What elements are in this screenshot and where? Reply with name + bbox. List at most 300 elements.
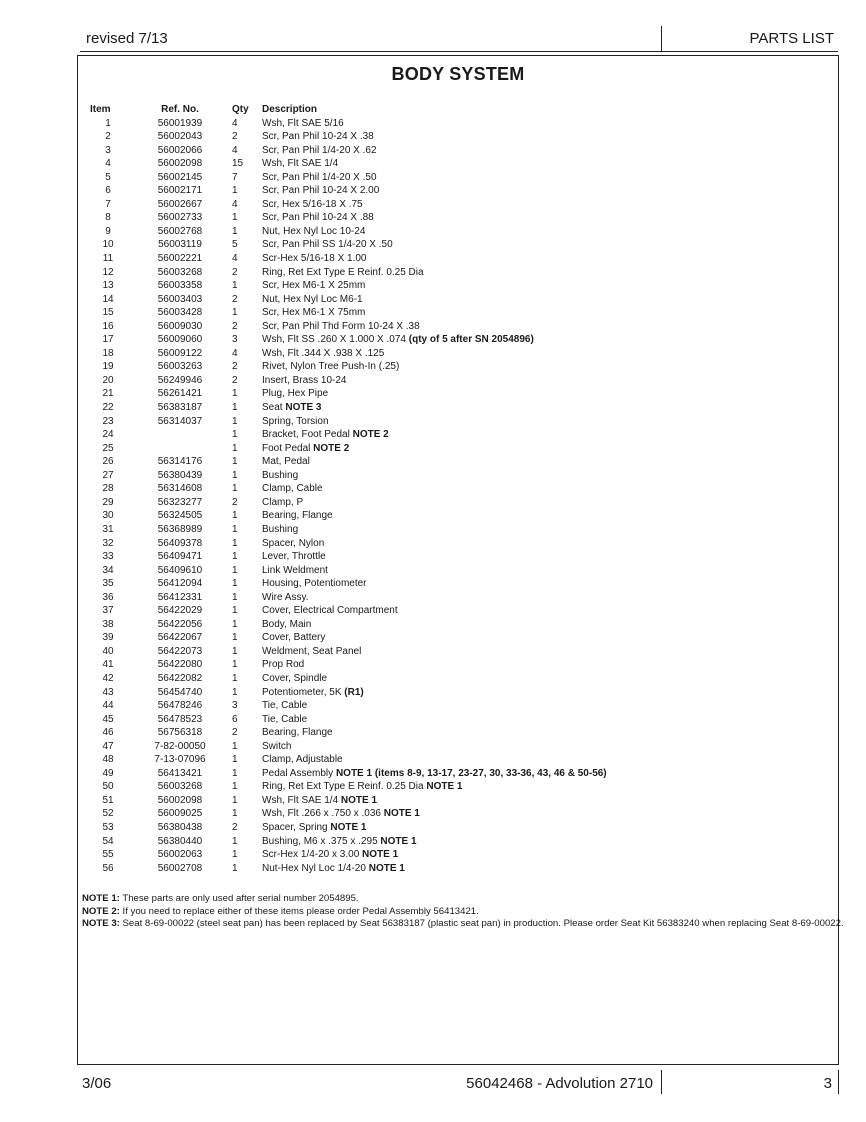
description: [262, 835, 607, 849]
col-desc-header: Description: [262, 104, 318, 115]
note-text: If you need to replace either of these items please order Pedal Assembly 56413421.: [119, 905, 479, 917]
ref-number: 56002733: [157, 212, 203, 224]
item-number: 55: [102, 849, 114, 861]
ref-number: 56249946: [157, 374, 203, 386]
quantity: 1: [232, 510, 238, 522]
quantity: 4: [232, 117, 238, 129]
item-number: 53: [102, 821, 114, 833]
description: [262, 117, 607, 131]
description-text: Plug, Hex Pipe: [262, 388, 329, 400]
footer-doc-title: 56042468 - Advolution 2710: [466, 1075, 653, 1092]
ref-number: 56478523: [157, 713, 203, 725]
table-row: [90, 577, 607, 591]
description: [262, 238, 607, 252]
ref-number: 56323277: [157, 496, 203, 508]
description: [262, 726, 607, 740]
quantity: 1: [232, 307, 238, 319]
quantity: 1: [232, 645, 238, 657]
description: [262, 455, 607, 469]
description-text: Scr, Pan Phil 1/4-20 X .50: [262, 171, 377, 183]
quantity: 7: [232, 171, 238, 183]
table-row: [90, 523, 607, 537]
ref-number: 56002145: [157, 171, 203, 183]
description-text: Body, Main: [262, 618, 312, 630]
ref-number: 56009060: [157, 334, 203, 346]
description-text: Bearing, Flange: [262, 510, 333, 522]
table-row: [90, 347, 607, 361]
item-number: 15: [102, 307, 114, 319]
quantity: 3: [232, 700, 238, 712]
quantity: 1: [232, 564, 238, 576]
ref-number: 56003263: [157, 361, 203, 373]
quantity: 1: [232, 767, 238, 779]
quantity: 1: [232, 808, 238, 820]
description: [262, 374, 607, 388]
ref-number: 56002221: [157, 253, 203, 265]
table-row: [90, 686, 607, 700]
description-text: Foot Pedal: [262, 442, 314, 454]
ref-number: 56002098: [157, 158, 203, 170]
table-row: [90, 780, 607, 794]
description: [262, 509, 607, 523]
item-number: 5: [105, 171, 111, 183]
description: [262, 198, 607, 212]
ref-number: 56422082: [157, 672, 203, 684]
description-text: Cover, Spindle: [262, 672, 328, 684]
item-number: 56: [102, 862, 114, 874]
quantity: 1: [232, 781, 238, 793]
description: [262, 428, 607, 442]
ref-number: 56003428: [157, 307, 203, 319]
ref-number: 56478246: [157, 700, 203, 712]
description: [262, 320, 607, 334]
ref-number: 56314037: [157, 415, 203, 427]
quantity: 4: [232, 253, 238, 265]
quantity: 1: [232, 659, 238, 671]
item-number: 41: [102, 659, 114, 671]
note-label: NOTE 2:: [82, 905, 120, 917]
parts-table: [90, 103, 607, 875]
quantity: 1: [232, 740, 238, 752]
table-row: [90, 387, 607, 401]
ref-number: 56003358: [157, 280, 203, 292]
ref-number: [140, 428, 232, 442]
description: [262, 225, 607, 239]
quantity: 1: [232, 578, 238, 590]
ref-number: [140, 442, 232, 456]
ref-number: 56002043: [157, 131, 203, 143]
description-text: Scr-Hex 5/16-18 X 1.00: [262, 253, 367, 265]
item-number: 47: [102, 740, 114, 752]
quantity: 2: [232, 320, 238, 332]
ref-number: 56409610: [157, 564, 203, 576]
description: [262, 144, 607, 158]
table-row: [90, 360, 607, 374]
table-row: [90, 848, 607, 862]
quantity: 1: [232, 672, 238, 684]
description: [262, 807, 607, 821]
table-row: [90, 117, 607, 131]
table-row: [90, 550, 607, 564]
table-row: [90, 794, 607, 808]
item-number: 52: [102, 808, 114, 820]
description-text: Scr, Hex M6-1 X 25mm: [262, 280, 366, 292]
ref-number: 56003403: [157, 293, 203, 305]
item-number: 44: [102, 700, 114, 712]
table-row: [90, 442, 607, 456]
ref-number: 56756318: [157, 727, 203, 739]
item-number: 8: [105, 212, 111, 224]
quantity: 1: [232, 591, 238, 603]
table-row: [90, 564, 607, 578]
description: [262, 401, 607, 415]
item-number: 27: [102, 469, 114, 481]
quantity: 1: [232, 862, 238, 874]
description: [262, 252, 607, 266]
description-text: Ring, Ret Ext Type E Reinf. 0.25 Dia: [262, 781, 427, 793]
item-number: 9: [105, 225, 111, 237]
quantity: 2: [232, 496, 238, 508]
description-text: Spacer, Spring: [262, 821, 331, 833]
item-number: 51: [102, 794, 114, 806]
item-number: 32: [102, 537, 114, 549]
col-qty-header: Qty: [232, 104, 249, 115]
description-text: Scr-Hex 1/4-20 x 3.00: [262, 849, 363, 861]
item-number: 24: [102, 429, 114, 441]
revision-label: revised 7/13: [86, 30, 168, 47]
ref-number: 56412331: [157, 591, 203, 603]
table-row: [90, 753, 607, 767]
note-line: [82, 906, 844, 919]
table-row: [90, 604, 607, 618]
table-row: [90, 401, 607, 415]
description-text: Ring, Ret Ext Type E Reinf. 0.25 Dia: [262, 266, 424, 278]
table-row: [90, 157, 607, 171]
description-text: Scr, Pan Phil 10-24 X .88: [262, 212, 374, 224]
quantity: 2: [232, 821, 238, 833]
ref-number: 56314608: [157, 483, 203, 495]
item-number: 22: [102, 402, 114, 414]
table-row: [90, 482, 607, 496]
table-row: [90, 279, 607, 293]
table-row: [90, 374, 607, 388]
table-row: [90, 266, 607, 280]
quantity: 1: [232, 483, 238, 495]
description: [262, 442, 607, 456]
description-note: NOTE 1: [330, 821, 367, 833]
table-row: [90, 645, 607, 659]
description: [262, 862, 607, 876]
description: [262, 387, 607, 401]
ref-number: 56368989: [157, 523, 203, 535]
quantity: 6: [232, 713, 238, 725]
quantity: 2: [232, 131, 238, 143]
ref-number: 56002708: [157, 862, 203, 874]
note-label: NOTE 1:: [82, 893, 120, 904]
description-text: Pedal Assembly: [262, 767, 336, 779]
quantity: 1: [232, 185, 238, 197]
ref-number: 56002063: [157, 849, 203, 861]
description-text: Scr, Pan Phil Thd Form 10-24 X .38: [262, 320, 420, 332]
ref-number: 56422029: [157, 605, 203, 617]
quantity: 3: [232, 334, 238, 346]
table-row: [90, 225, 607, 239]
footer-divider: [661, 1070, 662, 1094]
description-note: NOTE 1: [380, 835, 417, 847]
description-text: Clamp, Cable: [262, 483, 323, 495]
description-text: Bushing: [262, 523, 299, 535]
table-row: [90, 415, 607, 429]
table-row: [90, 807, 607, 821]
quantity: 1: [232, 415, 238, 427]
ref-number: 56409378: [157, 537, 203, 549]
ref-number: 56409471: [157, 551, 203, 563]
description-text: Link Weldment: [262, 564, 328, 576]
item-number: 42: [102, 672, 114, 684]
ref-number: 56002066: [157, 144, 203, 156]
quantity: 1: [232, 469, 238, 481]
quantity: 2: [232, 374, 238, 386]
table-row: [90, 320, 607, 334]
ref-number: 56314176: [157, 456, 203, 468]
item-number: 18: [102, 347, 114, 359]
note-text: These parts are only used after serial number 2054895.: [119, 893, 359, 904]
ref-number: 56002768: [157, 225, 203, 237]
description-note: NOTE 2: [313, 442, 350, 454]
description-note: NOTE 1 (items 8-9, 13-17, 23-27, 30, 33-36, 43, 46 & 50-56): [335, 767, 607, 779]
description-text: Wsh, Flt SAE 1/4: [262, 794, 341, 806]
table-row: [90, 144, 607, 158]
table-row: [90, 130, 607, 144]
ref-number: 56002098: [157, 794, 203, 806]
table-row: [90, 496, 607, 510]
item-number: 12: [102, 266, 114, 278]
description-note: (R1): [344, 686, 364, 698]
description: [262, 333, 607, 347]
description: [262, 753, 607, 767]
table-row: [90, 252, 607, 266]
description-text: Wsh, Flt .344 X .938 X .125: [262, 347, 385, 359]
ref-number: 56380440: [157, 835, 203, 847]
description: [262, 631, 607, 645]
quantity: 1: [232, 794, 238, 806]
ref-number: 56001939: [157, 117, 203, 129]
description-text: Switch: [262, 740, 292, 752]
quantity: 1: [232, 442, 238, 454]
note-line: [82, 893, 844, 906]
description-note: NOTE 1: [368, 862, 405, 874]
description-note: NOTE 1: [426, 781, 463, 793]
description: [262, 157, 607, 171]
ref-number: 56009122: [157, 347, 203, 359]
description-note: NOTE 1: [340, 794, 378, 806]
footer-edge: [838, 1070, 839, 1094]
description: [262, 618, 607, 632]
description: [262, 306, 607, 320]
description: [262, 130, 607, 144]
item-number: 16: [102, 320, 114, 332]
quantity: 1: [232, 456, 238, 468]
ref-number: 7-13-07096: [154, 754, 206, 766]
table-row: [90, 469, 607, 483]
description-text: Bearing, Flange: [262, 727, 333, 739]
description-note: (qty of 5 after SN 2054896): [408, 334, 534, 346]
quantity: 1: [232, 388, 238, 400]
table-row: [90, 821, 607, 835]
description-text: Wsh, Flt .266 x .750 x .036: [262, 808, 384, 820]
description-text: Scr, Pan Phil SS 1/4-20 X .50: [262, 239, 393, 251]
item-number: 43: [102, 686, 114, 698]
item-number: 36: [102, 591, 114, 603]
quantity: 1: [232, 429, 238, 441]
description-text: Bushing, M6 x .375 x .295: [262, 835, 381, 847]
ref-number: 56380439: [157, 469, 203, 481]
description-text: Clamp, Adjustable: [262, 754, 343, 766]
ref-number: 56002667: [157, 198, 203, 210]
description-text: Prop Rod: [262, 659, 305, 671]
description: [262, 347, 607, 361]
description: [262, 537, 607, 551]
ref-number: 56324505: [157, 510, 203, 522]
quantity: 1: [232, 605, 238, 617]
description-text: Rivet, Nylon Tree Push-In (.25): [262, 361, 400, 373]
description-note: NOTE 1: [383, 808, 420, 820]
item-number: 54: [102, 835, 114, 847]
quantity: 1: [232, 686, 238, 698]
item-number: 29: [102, 496, 114, 508]
description-text: Scr, Pan Phil 10-24 X 2.00: [262, 185, 380, 197]
item-number: 48: [102, 754, 114, 766]
quantity: 1: [232, 402, 238, 414]
item-number: 20: [102, 374, 114, 386]
ref-number: 56454740: [157, 686, 203, 698]
table-row: [90, 713, 607, 727]
quantity: 4: [232, 198, 238, 210]
parts-table-body: [90, 117, 607, 876]
item-number: 26: [102, 456, 114, 468]
ref-number: 56413421: [157, 767, 203, 779]
description: [262, 469, 607, 483]
table-row: [90, 306, 607, 320]
description: [262, 794, 607, 808]
description-text: Wire Assy.: [262, 591, 309, 603]
description: [262, 293, 607, 307]
quantity: 2: [232, 293, 238, 305]
description-text: Weldment, Seat Panel: [262, 645, 362, 657]
table-row: [90, 740, 607, 754]
description-text: Nut, Hex Nyl Loc M6-1: [262, 293, 363, 305]
description: [262, 550, 607, 564]
header-rule: [80, 51, 838, 52]
page-number: 3: [823, 1075, 832, 1092]
table-row: [90, 699, 607, 713]
quantity: 1: [232, 212, 238, 224]
description-text: Tie, Cable: [262, 700, 308, 712]
ref-number: 56009025: [157, 808, 203, 820]
ref-number: 56002171: [157, 185, 203, 197]
item-number: 34: [102, 564, 114, 576]
item-number: 49: [102, 767, 114, 779]
description: [262, 645, 607, 659]
description: [262, 360, 607, 374]
quantity: 5: [232, 239, 238, 251]
description-text: Mat, Pedal: [262, 456, 310, 468]
table-row: [90, 184, 607, 198]
table-row: [90, 862, 607, 876]
quantity: 1: [232, 618, 238, 630]
quantity: 2: [232, 266, 238, 278]
description: [262, 672, 607, 686]
ref-number: 7-82-00050: [154, 740, 206, 752]
quantity: 1: [232, 551, 238, 563]
ref-number: 56380438: [157, 821, 203, 833]
col-item-header: Item: [90, 104, 111, 115]
item-number: 14: [102, 293, 114, 305]
table-row: [90, 211, 607, 225]
quantity: 4: [232, 144, 238, 156]
description: [262, 767, 607, 781]
description-text: Wsh, Flt SAE 1/4: [262, 158, 339, 170]
ref-number: 56009030: [157, 320, 203, 332]
quantity: 1: [232, 280, 238, 292]
description: [262, 821, 607, 835]
description: [262, 564, 607, 578]
quantity: 4: [232, 347, 238, 359]
ref-number: 56261421: [157, 388, 203, 400]
ref-number: 56383187: [157, 402, 203, 414]
table-row: [90, 509, 607, 523]
item-number: 50: [102, 781, 114, 793]
description-text: Tie, Cable: [262, 713, 308, 725]
item-number: 33: [102, 551, 114, 563]
quantity: 1: [232, 632, 238, 644]
quantity: 15: [232, 158, 244, 170]
item-number: 30: [102, 510, 114, 522]
item-number: 25: [102, 442, 114, 454]
ref-number: 56422067: [157, 632, 203, 644]
ref-number: 56422080: [157, 659, 203, 671]
description-text: Spacer, Nylon: [262, 537, 325, 549]
description: [262, 577, 607, 591]
description-text: Bracket, Foot Pedal: [262, 429, 353, 441]
col-ref-header: Ref. No.: [161, 104, 199, 115]
description-text: Nut-Hex Nyl Loc 1/4-20: [262, 862, 369, 874]
description: [262, 713, 607, 727]
item-number: 21: [102, 388, 114, 400]
item-number: 11: [102, 253, 114, 265]
table-row: [90, 171, 607, 185]
quantity: 1: [232, 835, 238, 847]
description: [262, 699, 607, 713]
quantity: 1: [232, 849, 238, 861]
description-text: Clamp, P: [262, 496, 304, 508]
ref-number: 56422056: [157, 618, 203, 630]
item-number: 17: [102, 334, 114, 346]
description: [262, 184, 607, 198]
item-number: 3: [105, 144, 111, 156]
item-number: 1: [105, 117, 111, 129]
description: [262, 279, 607, 293]
item-number: 4: [105, 158, 111, 170]
item-number: 38: [102, 618, 114, 630]
item-number: 6: [105, 185, 111, 197]
item-number: 2: [105, 131, 111, 143]
notes-section: [82, 893, 844, 931]
ref-number: 56003268: [157, 781, 203, 793]
table-row: [90, 658, 607, 672]
item-number: 46: [102, 727, 114, 739]
description-text: Nut, Hex Nyl Loc 10-24: [262, 225, 366, 237]
